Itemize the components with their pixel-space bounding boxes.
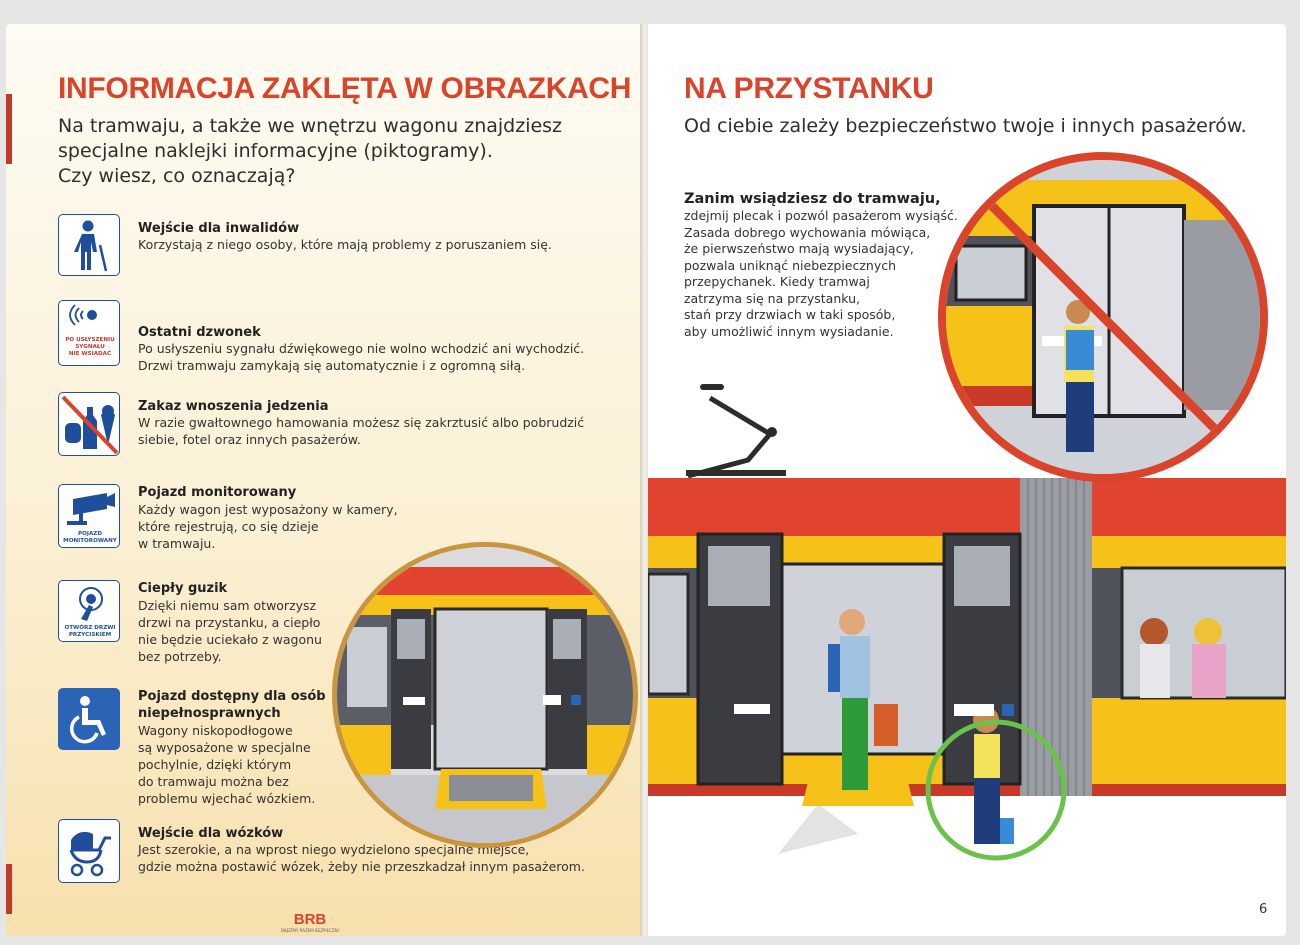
brb-logo-subtext: BĄDŹMY RAZEM BEZPIECZNI	[281, 928, 339, 933]
instruction-title: Zanim wsiądziesz do tramwaju,	[684, 191, 941, 207]
pictogram-item-monitored	[58, 484, 618, 554]
bell-signal-caption: PO USŁYSZENIU SYGNAŁU NIE WSIADAĆ	[65, 337, 115, 357]
wheelchair-icon	[58, 688, 120, 750]
pictogram-title: Ostatni dzwonek	[138, 325, 261, 340]
brb-logo-text: BRB	[293, 911, 327, 928]
brb-logo	[278, 912, 342, 933]
pictogram-title: Ciepły guzik	[138, 581, 228, 596]
door-button-icon	[58, 580, 120, 642]
left-page-intro: Na tramwaju, a także we wnętrzu wagonu znajdziesz specjalne naklejki informacyjne (piktogramy). Czy wiesz, co oznaczają?	[58, 115, 563, 187]
bell-signal-icon	[58, 300, 120, 366]
left-page-title: INFORMACJA ZAKLĘTA W OBRAZKACH	[58, 72, 632, 105]
stroller-icon	[58, 819, 120, 883]
pictogram-description: Dzięki niemu sam otworzysz drzwi na przystanku, a ciepło nie będzie uciekało z wagonu bez potrzeby.	[138, 598, 322, 664]
pictogram-title: Wejście dla wózków	[138, 826, 284, 841]
stop-instructions	[684, 190, 974, 340]
pictogram-description: Korzystają z niego osoby, które mają problemy z poruszaniem się.	[138, 237, 552, 252]
instruction-body: zdejmij plecak i pozwól pasażerom wysiąść. Zasada dobrego wychowania mówiąca, że pierwszeństwo mają wysiadający, pozwala uniknąć niebezpiecznych przepychanek. Kiedy tramwaj zatrzyma się na przystanku, stań przy drzwiach w taki sposób, aby umożliwić innym wysiadanie.	[684, 208, 958, 339]
no-food-icon	[58, 392, 120, 456]
right-page	[648, 24, 1286, 936]
left-page	[6, 24, 642, 936]
page-number: 6	[1259, 902, 1268, 917]
disabled-person-icon	[58, 214, 120, 276]
page-edge-marker	[6, 864, 12, 914]
pictogram-description: Jest szerokie, a na wprost niego wydzielono specjalne miejsce, gdzie można postawić wózek, żeby nie przeszkadzał innym pasażerom.	[138, 842, 585, 874]
camera-icon	[58, 484, 120, 548]
pictogram-title: Wejście dla inwalidów	[138, 221, 300, 236]
right-page-subtitle: Od ciebie zależy bezpieczeństwo twoje i innych pasażerów.	[684, 115, 1247, 137]
right-page-title: NA PRZYSTANKU	[684, 72, 934, 105]
tram-stop-illustration	[648, 374, 1286, 936]
pictogram-title: Zakaz wnoszenia jedzenia	[138, 399, 329, 414]
pictogram-item-no-food	[58, 392, 618, 462]
tram-ramp-illustration	[332, 542, 638, 848]
page-edge-marker	[6, 94, 12, 164]
pictogram-item-last-bell	[58, 300, 618, 373]
pictogram-title: Pojazd monitorowany	[138, 485, 297, 500]
pictogram-description: Po usłyszeniu sygnału dźwiękowego nie wolno wchodzić ani wychodzić. Drzwi tramwaju zamykają się automatycznie i z ogromną siłą.	[138, 341, 585, 373]
pictogram-description: Wagony niskopodłogowe są wyposażone w specjalne pochylnie, dzięki którym do tramwaju można bez problemu wjechać wózkiem.	[138, 723, 316, 806]
pictogram-description: W razie gwałtownego hamowania możesz się zakrztusić albo pobrudzić siebie, fotel oraz innych pasażerów.	[138, 415, 585, 447]
door-button-caption: OTWÓRZ DRZWI PRZYCISKIEM	[64, 625, 116, 638]
pictogram-title: Pojazd dostępny dla osób niepełnosprawnych	[138, 689, 326, 721]
camera-caption: POJAZD MONITOROWANY	[63, 531, 117, 544]
pictogram-item-disabled-entry	[58, 214, 618, 284]
prohibited-backpack-illustration	[938, 152, 1268, 482]
pictogram-description: Każdy wagon jest wyposażony w kamery, które rejestrują, co się dzieje w tramwaju.	[138, 502, 398, 551]
